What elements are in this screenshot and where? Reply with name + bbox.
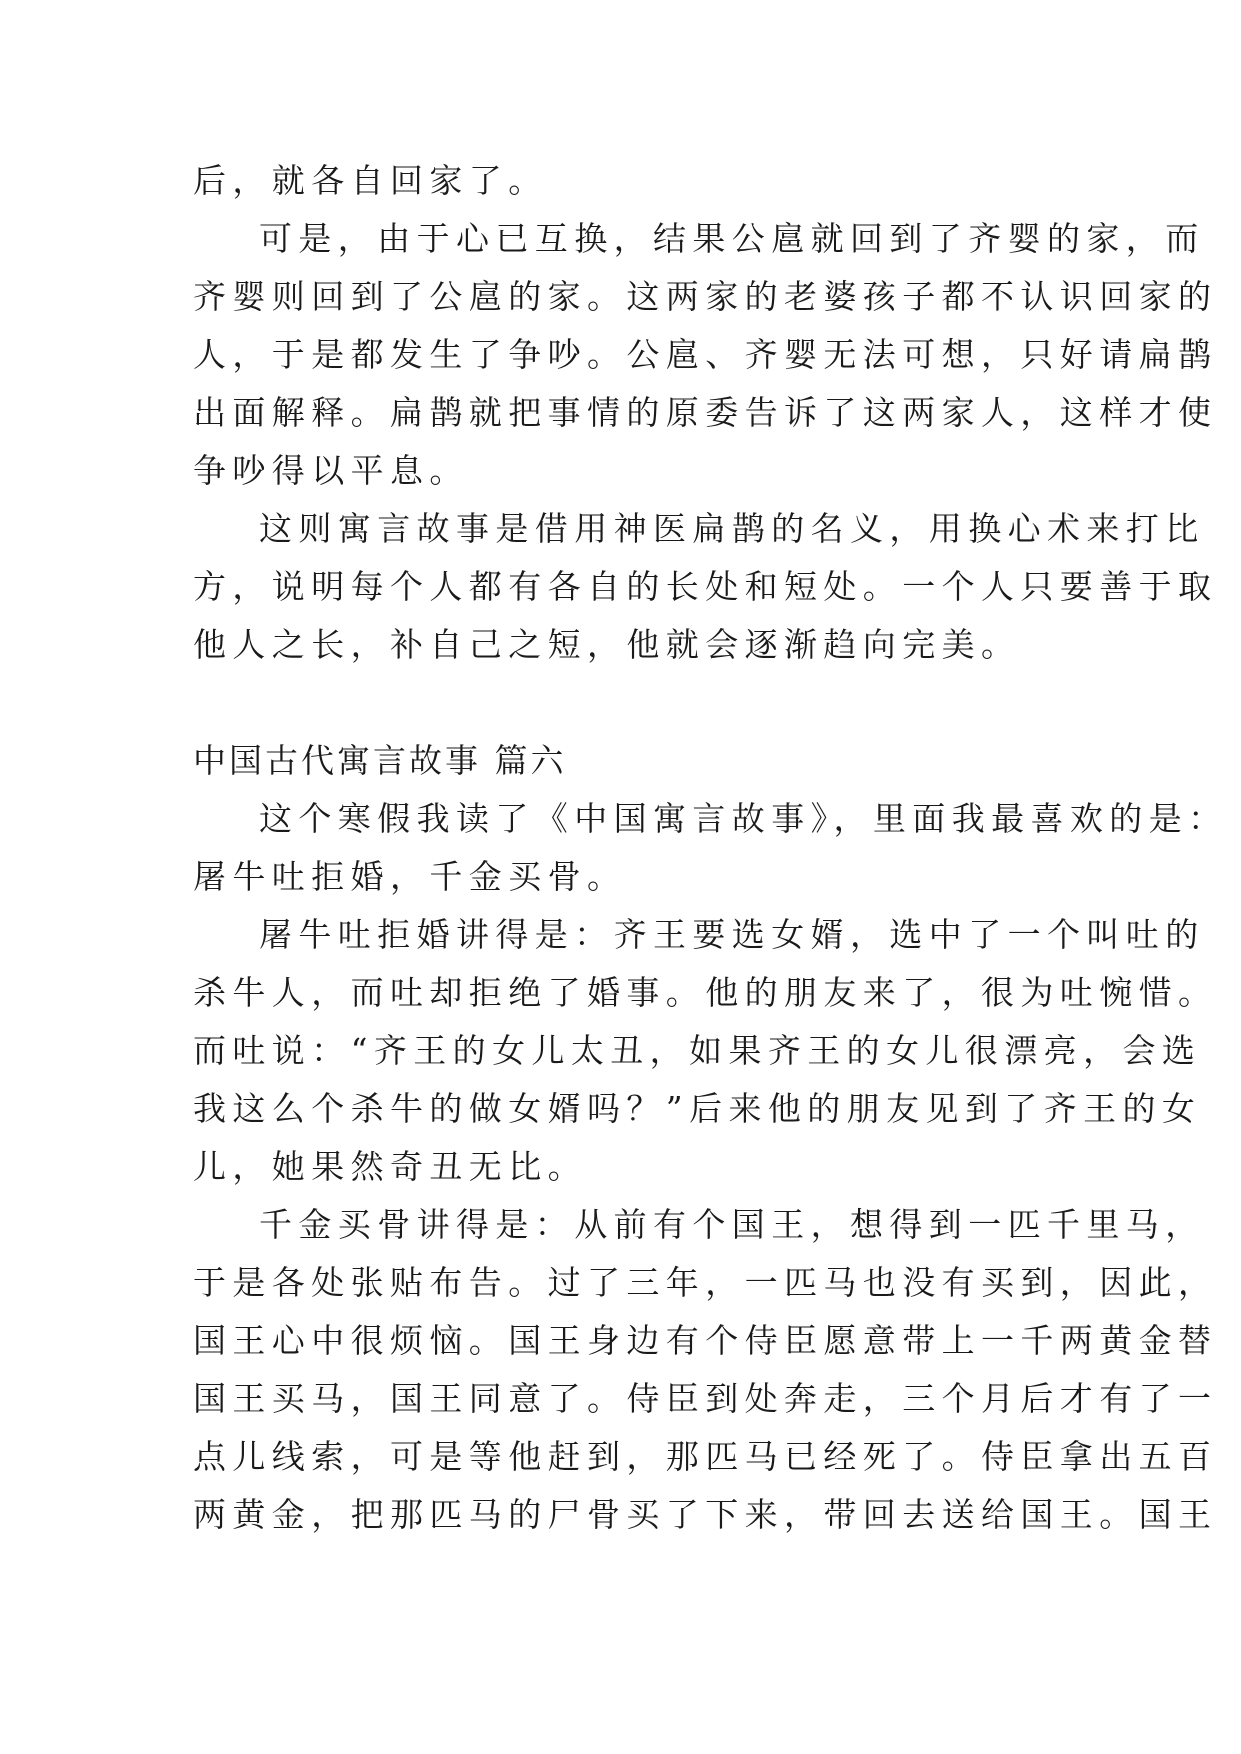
text-line: 千金买骨讲得是：从前有个国王，想得到一匹千里马，: [259, 1205, 1205, 1244]
text-line: 争吵得以平息。: [193, 451, 469, 490]
text-line: 两黄金，把那匹马的尸骨买了下来，带回去送给国王。国王: [193, 1495, 1218, 1534]
text-line: 这则寓言故事是借用神医扁鹊的名义，用换心术来打比: [259, 509, 1205, 548]
text-line: 我这么个杀牛的做女婿吗？”后来他的朋友见到了齐王的女: [193, 1089, 1202, 1128]
paragraph: [193, 1196, 1218, 1544]
section-gap: [193, 674, 1053, 732]
paragraph: [193, 500, 1218, 674]
text-line: 于是各处张贴布告。过了三年，一匹马也没有买到，因此，: [193, 1263, 1218, 1302]
text-line: 国王心中很烦恼。国王身边有个侍臣愿意带上一千两黄金替: [193, 1321, 1218, 1360]
text-line: 儿，她果然奇丑无比。: [193, 1147, 587, 1186]
text-line: 而吐说：“齐王的女儿太丑，如果齐王的女儿很漂亮，会选: [193, 1031, 1202, 1070]
text-line: 点儿线索，可是等他赶到，那匹马已经死了。侍臣拿出五百: [193, 1437, 1218, 1476]
text-line: 他人之长，补自己之短，他就会逐渐趋向完美。: [193, 625, 1021, 664]
document-page: [193, 152, 1228, 1544]
text-line: 可是，由于心已互换，结果公扈就回到了齐婴的家，而: [259, 219, 1205, 258]
text-line: 屠牛吐拒婚，千金买骨。: [193, 857, 627, 896]
text-line: 齐婴则回到了公扈的家。这两家的老婆孩子都不认识回家的: [193, 277, 1218, 316]
text-line: 杀牛人，而吐却拒绝了婚事。他的朋友来了，很为吐惋惜。: [193, 973, 1218, 1012]
text-line: 国王买马，国王同意了。侍臣到处奔走，三个月后才有了一: [193, 1379, 1218, 1418]
text-line: 出面解释。扁鹊就把事情的原委告诉了这两家人，这样才使: [193, 393, 1218, 432]
paragraph: [193, 210, 1218, 500]
text-line: 人，于是都发生了争吵。公扈、齐婴无法可想，只好请扁鹊: [193, 335, 1218, 374]
paragraph: [193, 906, 1218, 1196]
text-line: 方，说明每个人都有各自的长处和短处。一个人只要善于取: [193, 567, 1218, 606]
section-heading: 中国古代寓言故事 篇六: [193, 741, 567, 780]
text-line: 后，就各自回家了。: [193, 161, 548, 200]
paragraph: [193, 790, 1228, 906]
text-line: 这个寒假我读了《中国寓言故事》，里面我最喜欢的是：: [259, 799, 1228, 838]
text-line: 屠牛吐拒婚讲得是：齐王要选女婿，选中了一个叫吐的: [259, 915, 1205, 954]
